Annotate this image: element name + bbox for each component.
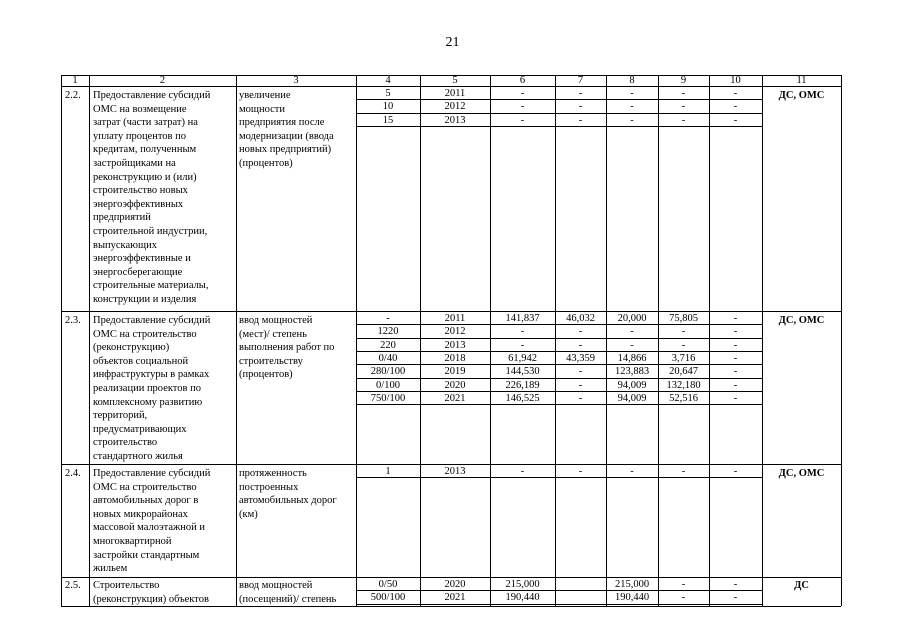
value-cell: 500/100 — [370, 592, 406, 604]
value-cell: 14,866 — [617, 352, 647, 364]
value-cell: - — [681, 101, 686, 113]
value-cell: - — [681, 88, 686, 99]
description-line: строительной индустрии, — [93, 226, 208, 237]
value-cell: - — [578, 366, 583, 378]
value-cell: - — [520, 339, 525, 351]
value-cell: - — [630, 466, 634, 477]
subrow-divider — [356, 477, 762, 478]
column-header: 6 — [519, 75, 526, 86]
description-line: автомобильных дорог в — [93, 495, 199, 507]
value-cell: 52,516 — [669, 392, 698, 404]
row-number: 2.3. — [65, 315, 81, 326]
value-cell: 1220 — [377, 326, 399, 338]
value-cell: 0/50 — [378, 579, 398, 590]
column-line — [841, 75, 842, 606]
column-header: 3 — [293, 75, 299, 86]
description-line: стандартного жилья — [93, 451, 183, 462]
description-line: кредитам, полученным — [93, 144, 197, 156]
column-line — [61, 75, 62, 606]
value-cell: - — [733, 379, 738, 391]
value-cell: 15 — [382, 114, 394, 126]
value-cell: - — [520, 114, 525, 126]
table-border-bottom — [61, 606, 841, 607]
value-cell: 190,440 — [614, 592, 650, 604]
value-cell: 75,805 — [669, 313, 698, 324]
description-line: реализации проектов по — [93, 383, 201, 394]
value-cell: - — [733, 313, 738, 324]
value-cell: 2013 — [444, 339, 466, 351]
value-cell: - — [630, 326, 634, 338]
value-cell: 215,000 — [614, 579, 650, 590]
indicator-line: автомобильных дорог — [239, 495, 337, 507]
value-cell: - — [681, 114, 686, 126]
indicator-line: (процентов) — [239, 158, 293, 169]
value-cell: 2020 — [444, 379, 466, 391]
value-cell: 1 — [385, 466, 391, 477]
description-line: объектов социальной — [93, 355, 189, 367]
description-line: ОМС на возмещение — [93, 103, 187, 115]
value-cell: - — [520, 101, 525, 113]
value-cell: 94,009 — [617, 379, 647, 391]
value-cell: - — [733, 339, 738, 351]
value-cell: 2012 — [444, 101, 466, 113]
column-header: 9 — [680, 75, 687, 86]
value-cell: 2011 — [444, 313, 466, 324]
value-cell: 2018 — [444, 352, 466, 364]
value-cell: - — [630, 88, 634, 99]
value-cell: 2021 — [444, 392, 466, 404]
value-cell: 141,837 — [505, 313, 540, 324]
column-header: 11 — [796, 75, 807, 86]
column-header: 7 — [577, 75, 584, 86]
description-line: жильем — [93, 563, 128, 575]
description-line: новых микрорайонах — [93, 508, 188, 520]
value-cell: - — [733, 101, 738, 113]
indicator-line: ввод мощностей — [239, 580, 313, 591]
description-line: Предоставление субсидий — [93, 90, 211, 101]
data-table — [61, 75, 841, 606]
value-cell: - — [578, 379, 583, 391]
value-cell: - — [630, 114, 634, 126]
value-cell: - — [733, 592, 738, 604]
row-number: 2.4. — [65, 468, 81, 479]
value-cell: 144,530 — [505, 366, 540, 378]
value-cell: - — [520, 88, 525, 99]
value-cell: - — [520, 466, 525, 477]
value-cell: 20,647 — [669, 366, 698, 378]
indicator-line: (процентов) — [239, 369, 293, 381]
description-line: территорий, — [93, 410, 148, 422]
subrow-divider — [356, 404, 762, 405]
value-cell: 0/100 — [376, 379, 400, 391]
value-cell: - — [578, 114, 583, 126]
description-line: ОМС на строительство — [93, 328, 197, 340]
value-cell: 2013 — [444, 114, 466, 126]
column-header: 5 — [452, 75, 458, 86]
description-line: затрат (части затрат) на — [93, 117, 198, 129]
value-cell: 2012 — [444, 326, 466, 338]
executor: ДС, ОМС — [778, 90, 825, 101]
description-line: застройщиками на — [93, 158, 176, 169]
description-line: массовой малоэтажной и — [93, 522, 205, 534]
indicator-line: мощности — [239, 103, 285, 115]
row-number: 2.2. — [65, 90, 81, 101]
indicator-line: (км) — [239, 508, 258, 520]
value-cell: - — [733, 392, 738, 404]
description-line: строительные материалы, — [93, 280, 209, 292]
value-cell: 46,032 — [566, 313, 595, 324]
value-cell: 10 — [382, 101, 394, 113]
value-cell: - — [733, 579, 738, 590]
value-cell: - — [681, 579, 686, 590]
value-cell: - — [630, 339, 634, 351]
description-line: уплату процентов по — [93, 130, 186, 142]
description-line: строительство — [93, 437, 158, 449]
value-cell: 5 — [385, 88, 391, 99]
value-cell: - — [578, 101, 583, 113]
description-line: (реконструкцию) — [93, 342, 170, 354]
indicator-line: предприятия после — [239, 117, 325, 129]
description-line: застройки стандартным — [93, 549, 200, 561]
description-line: Предоставление субсидий — [93, 468, 211, 479]
description-line: (реконструкция) объектов — [93, 593, 209, 605]
value-cell: - — [733, 326, 738, 338]
value-cell: - — [681, 592, 686, 604]
indicator-line: (посещений)/ степень — [239, 593, 337, 605]
page-number: 21 — [445, 35, 460, 50]
column-line — [236, 75, 237, 606]
value-cell: 0/40 — [378, 352, 398, 364]
value-cell: - — [681, 326, 686, 338]
indicator-line: протяженность — [239, 468, 307, 479]
indicator-line: модернизации (ввода — [239, 130, 334, 142]
value-cell: - — [733, 88, 738, 99]
description-line: предусматривающих — [93, 423, 187, 435]
description-line: комплексному развитию — [93, 396, 203, 408]
executor: ДС, ОМС — [778, 468, 825, 479]
column-header: 2 — [159, 75, 166, 86]
value-cell: - — [681, 466, 686, 477]
value-cell: 2013 — [444, 466, 466, 477]
indicator-line: выполнения работ по — [239, 342, 335, 354]
value-cell: 220 — [380, 339, 396, 351]
indicator-line: строительству — [239, 355, 303, 367]
description-line: реконструкцию и (или) — [93, 171, 197, 183]
value-cell: 2019 — [444, 366, 466, 378]
description-line: инфраструктуры в рамках — [93, 369, 210, 381]
indicator-line: новых предприятий) — [239, 144, 332, 156]
executor: ДС — [794, 580, 809, 591]
value-cell: 750/100 — [370, 392, 406, 404]
column-line — [89, 75, 90, 606]
column-header: 1 — [72, 75, 78, 86]
value-cell: 132,180 — [666, 379, 701, 391]
indicator-line: ввод мощностей — [239, 315, 313, 326]
value-cell: 123,883 — [614, 366, 650, 378]
description-line: многоквартирной — [93, 536, 172, 547]
value-cell: - — [733, 114, 738, 126]
indicator-line: увеличение — [239, 90, 291, 101]
value-cell: 280/100 — [370, 366, 406, 378]
description-line: ОМС на строительство — [93, 481, 197, 493]
value-cell: 146,525 — [505, 392, 540, 404]
value-cell: - — [386, 313, 390, 324]
column-line — [762, 75, 763, 606]
value-cell: - — [733, 466, 738, 477]
subrow-divider — [356, 604, 762, 605]
value-cell: - — [630, 101, 634, 113]
value-cell: 190,440 — [505, 592, 540, 604]
description-line: Предоставление субсидий — [93, 315, 211, 326]
column-header: 4 — [385, 75, 391, 86]
value-cell: 2021 — [444, 592, 466, 604]
value-cell: - — [681, 339, 686, 351]
value-cell: 2011 — [444, 88, 466, 99]
value-cell: - — [578, 392, 583, 404]
value-cell: - — [578, 88, 583, 99]
value-cell: 215,000 — [505, 579, 540, 590]
description-line: конструкции и изделия — [93, 294, 197, 305]
executor: ДС, ОМС — [778, 315, 825, 326]
description-line: энергоэффективных — [93, 198, 184, 210]
value-cell: 3,716 — [671, 352, 696, 364]
value-cell: 94,009 — [617, 392, 647, 404]
indicator-line: (мест)/ степень — [239, 328, 307, 340]
column-header: 10 — [730, 75, 741, 86]
value-cell: 61,942 — [508, 352, 537, 364]
value-cell: - — [733, 366, 738, 378]
description-line: строительство новых — [93, 185, 188, 197]
row-number: 2.5. — [65, 580, 81, 591]
value-cell: - — [578, 466, 583, 477]
description-line: энергоэффективные и — [93, 253, 191, 265]
value-cell: 226,189 — [505, 379, 540, 391]
indicator-line: построенных — [239, 481, 299, 493]
description-line: энергосберегающие — [93, 266, 183, 278]
value-cell: 43,359 — [566, 352, 595, 364]
value-cell: - — [578, 339, 583, 351]
description-line: Строительство — [93, 580, 160, 591]
value-cell: - — [520, 326, 525, 338]
description-line: предприятий — [93, 212, 151, 224]
description-line: выпускающих — [93, 239, 157, 251]
column-header: 8 — [629, 75, 635, 86]
subrow-divider — [356, 126, 762, 127]
value-cell: 2020 — [444, 579, 466, 590]
value-cell: - — [578, 326, 583, 338]
value-cell: - — [733, 352, 738, 364]
value-cell: 20,000 — [617, 313, 647, 324]
